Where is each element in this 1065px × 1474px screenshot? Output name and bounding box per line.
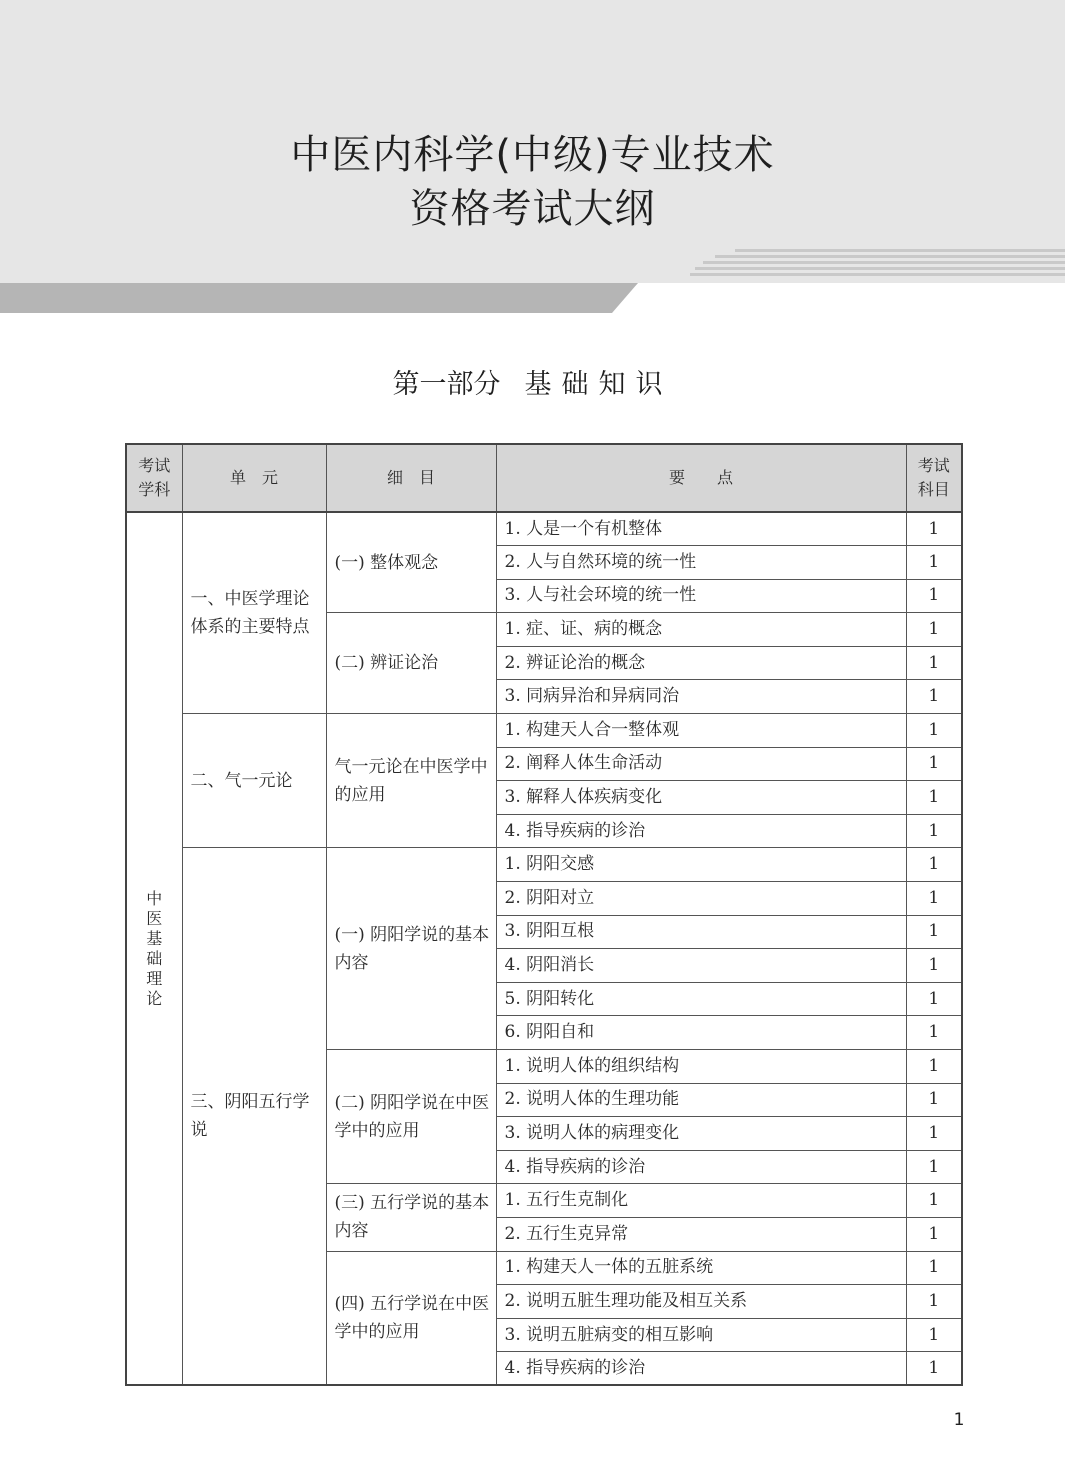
point-cell: 2. 人与自然环境的统一性 [496,546,906,580]
point-cell: 2. 五行生克异常 [496,1217,906,1251]
point-cell: 6. 阴阳自和 [496,1016,906,1050]
level-cell: 1 [906,1150,962,1184]
point-cell: 1. 症、证、病的概念 [496,613,906,647]
level-cell: 1 [906,781,962,815]
level-cell: 1 [906,714,962,748]
point-cell: 4. 阴阳消长 [496,949,906,983]
item-cell: (一) 阴阳学说的基本内容 [326,848,496,1050]
level-cell: 1 [906,915,962,949]
point-cell: 1. 阴阳交感 [496,848,906,882]
syllabus-table [125,443,963,1386]
point-cell: 1. 人是一个有机整体 [496,512,906,546]
level-cell: 1 [906,613,962,647]
point-cell: 3. 说明五脏病变的相互影响 [496,1318,906,1352]
part-label: 第一部分 [392,369,501,400]
point-cell: 3. 说明人体的病理变化 [496,1117,906,1151]
point-cell: 2. 说明五脏生理功能及相互关系 [496,1285,906,1319]
item-cell: (三) 五行学说的基本内容 [326,1184,496,1251]
level-cell: 1 [906,949,962,983]
level-cell: 1 [906,579,962,613]
subject-label: 中医基础理论 [146,888,163,1008]
header-point: 要 点 [496,444,906,512]
level-cell: 1 [906,814,962,848]
level-cell: 1 [906,512,962,546]
point-cell: 3. 阴阳互根 [496,915,906,949]
point-cell: 1. 构建天人合一整体观 [496,714,906,748]
part-name: 基础知识 [524,369,673,400]
document-title-line-1: 中医内科学(中级)专业技术 [290,132,775,178]
header-subject: 考试 学科 [126,444,182,512]
level-cell: 1 [906,1251,962,1285]
header-unit: 单 元 [182,444,326,512]
point-cell: 2. 阐释人体生命活动 [496,747,906,781]
item-cell: (二) 辨证论治 [326,613,496,714]
item-cell: 气一元论在中医学中的应用 [326,714,496,848]
point-cell: 2. 阴阳对立 [496,882,906,916]
item-cell: (四) 五行学说在中医学中的应用 [326,1251,496,1385]
subject-cell [126,512,182,1385]
point-cell: 4. 指导疾病的诊治 [496,1352,906,1386]
point-cell: 2. 说明人体的生理功能 [496,1083,906,1117]
level-cell: 1 [906,1117,962,1151]
level-cell: 1 [906,1217,962,1251]
header-item: 细 目 [326,444,496,512]
document-title-line-2: 资格考试大纲 [409,186,656,232]
unit-cell: 一、中医学理论体系的主要特点 [182,512,326,714]
item-cell: (一) 整体观念 [326,512,496,613]
level-cell: 1 [906,882,962,916]
level-cell: 1 [906,1050,962,1084]
level-cell: 1 [906,546,962,580]
page-number: 1 [953,1410,965,1430]
table-row [126,848,962,882]
header-level: 考试 科目 [906,444,962,512]
point-cell: 2. 辨证论治的概念 [496,646,906,680]
table-header-row [126,444,962,512]
point-cell: 3. 人与社会环境的统一性 [496,579,906,613]
level-cell: 1 [906,1016,962,1050]
level-cell: 1 [906,1184,962,1218]
point-cell: 3. 同病异治和异病同治 [496,680,906,714]
unit-cell: 三、阴阳五行学说 [182,848,326,1386]
point-cell: 5. 阴阳转化 [496,982,906,1016]
title-banner [0,0,1065,283]
point-cell: 1. 五行生克制化 [496,1184,906,1218]
unit-cell: 二、气一元论 [182,714,326,848]
part-heading [0,362,1065,401]
point-cell: 4. 指导疾病的诊治 [496,1150,906,1184]
level-cell: 1 [906,680,962,714]
document-title [0,128,1065,236]
level-cell: 1 [906,646,962,680]
level-cell: 1 [906,1285,962,1319]
level-cell: 1 [906,982,962,1016]
point-cell: 3. 解释人体疾病变化 [496,781,906,815]
table-row [126,714,962,748]
point-cell: 1. 说明人体的组织结构 [496,1050,906,1084]
decorative-band [0,283,1065,313]
item-cell: (二) 阴阳学说在中医学中的应用 [326,1050,496,1184]
point-cell: 1. 构建天人一体的五脏系统 [496,1251,906,1285]
level-cell: 1 [906,1083,962,1117]
point-cell: 4. 指导疾病的诊治 [496,814,906,848]
level-cell: 1 [906,1352,962,1386]
level-cell: 1 [906,1318,962,1352]
level-cell: 1 [906,848,962,882]
decorative-stripes [690,247,1065,283]
table-row [126,512,962,546]
level-cell: 1 [906,747,962,781]
